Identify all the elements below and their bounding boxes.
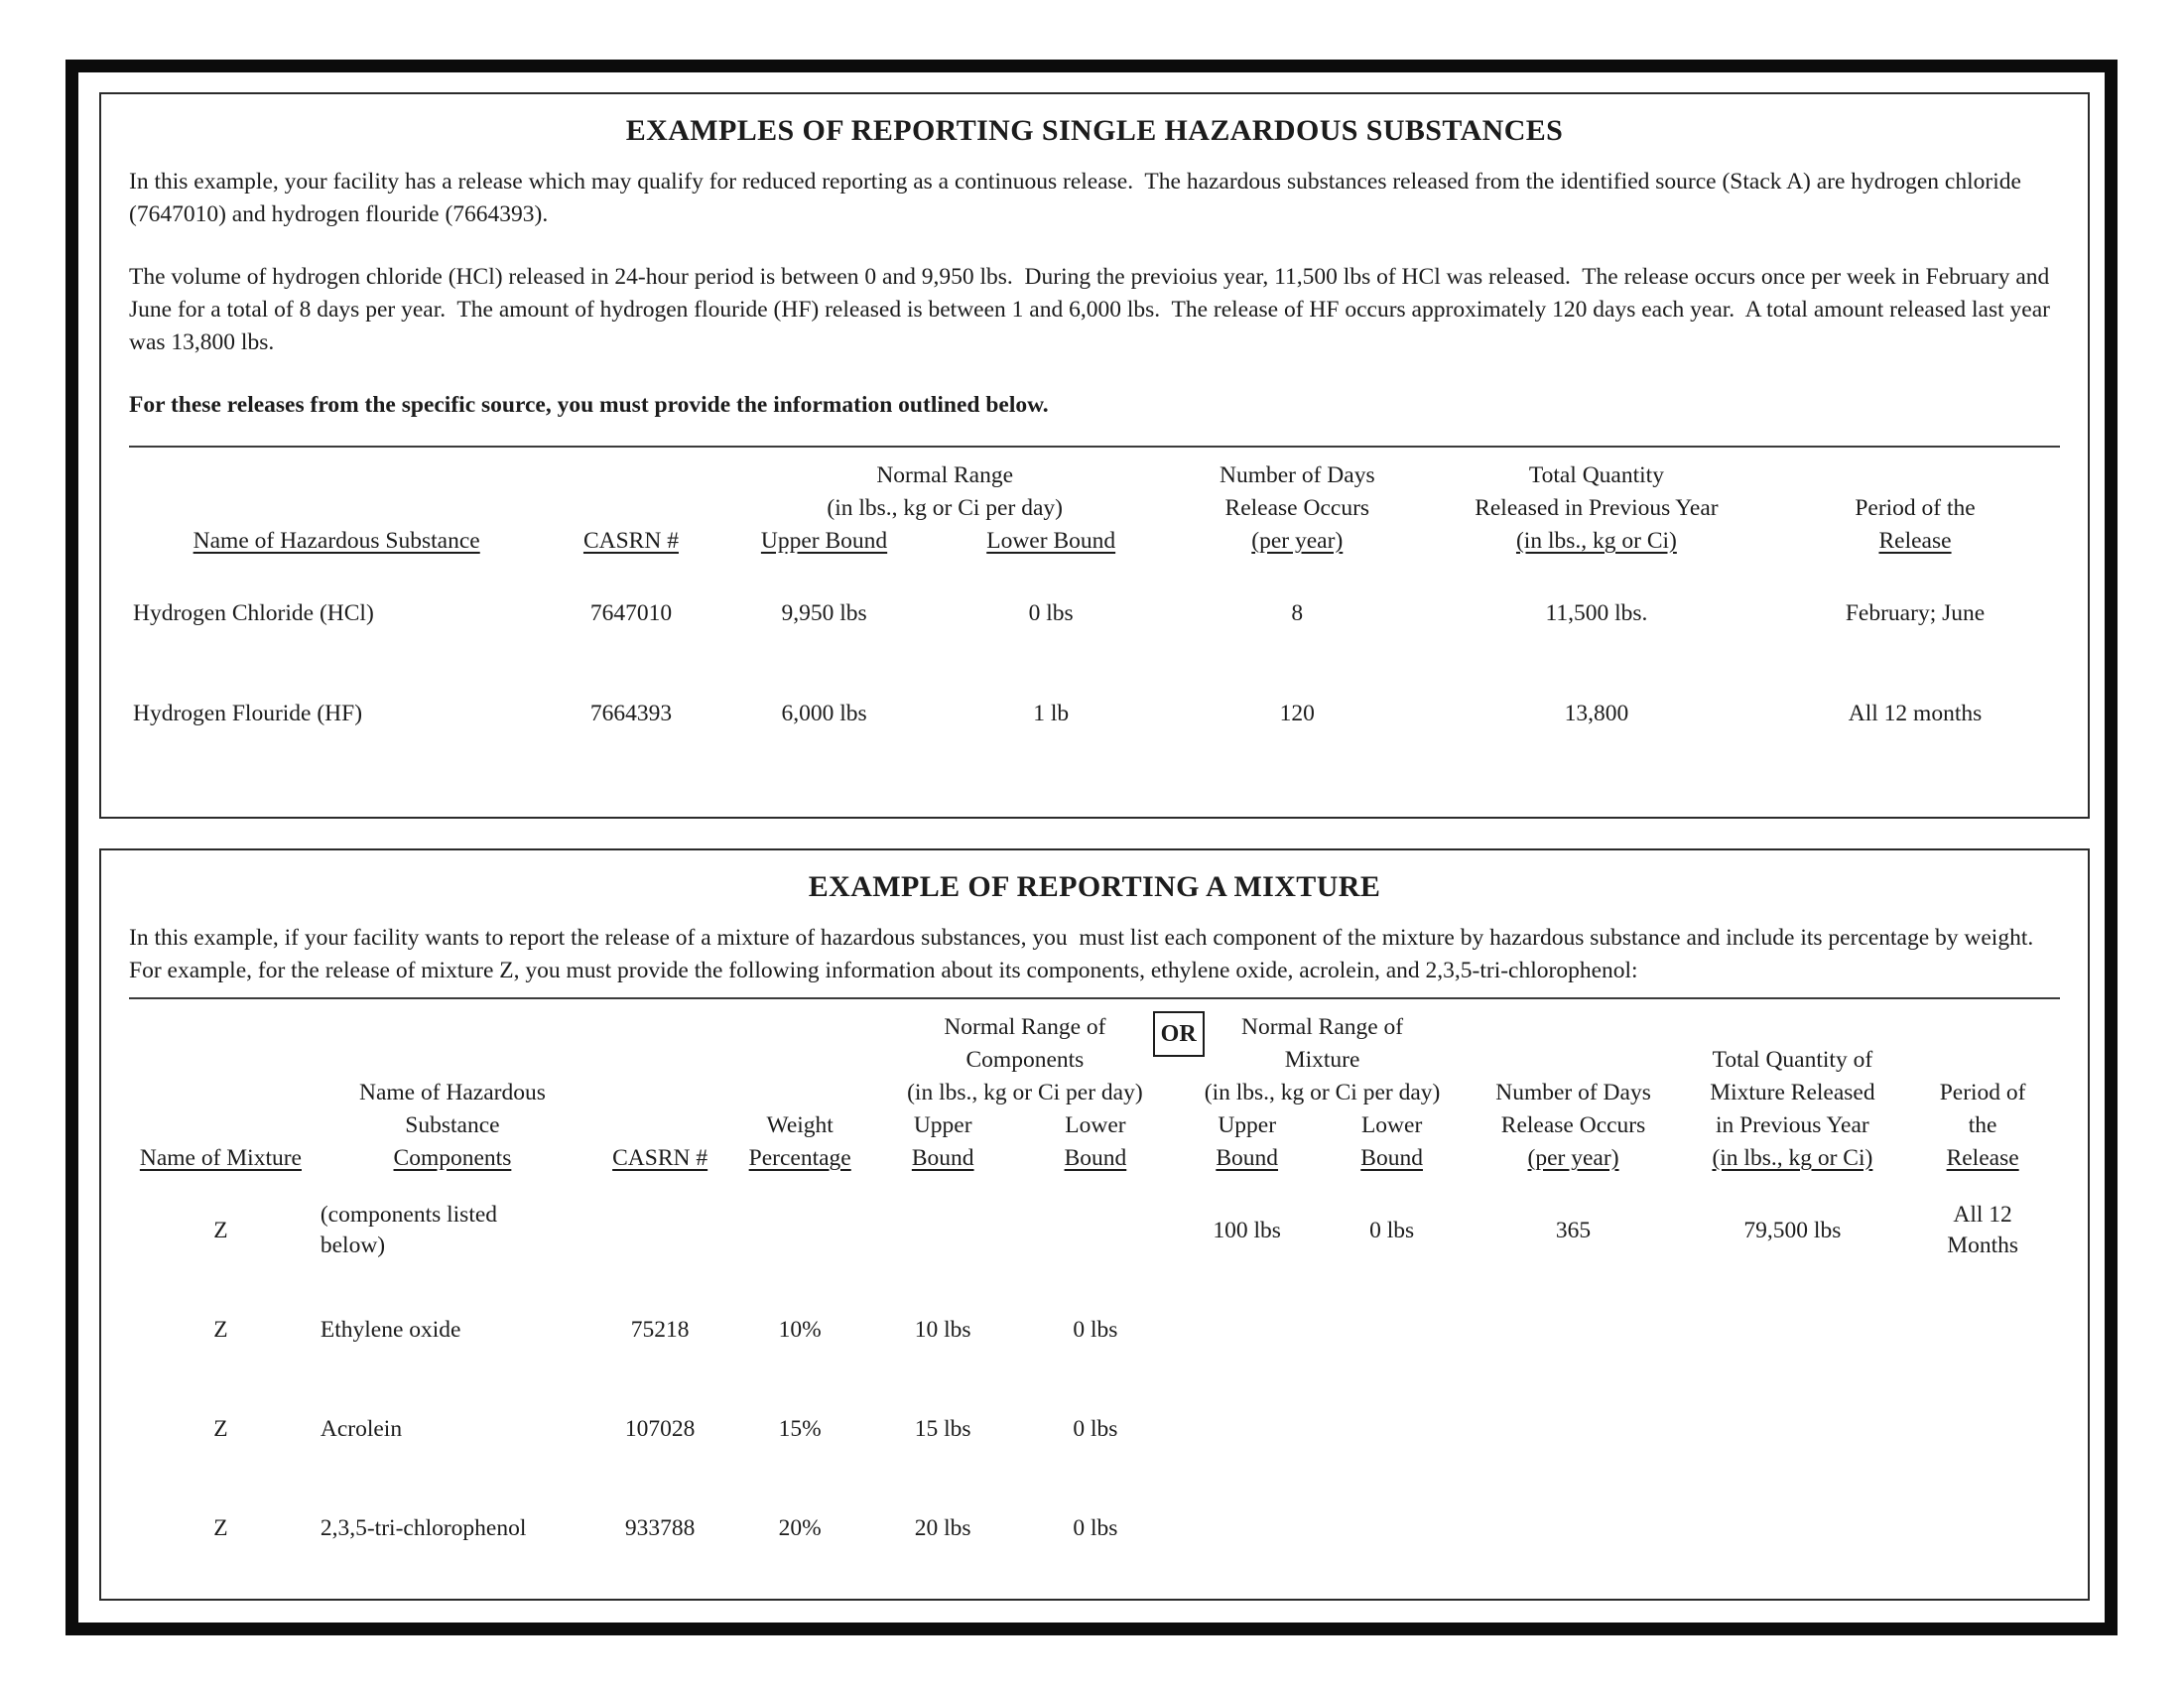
table-row [129, 1479, 2060, 1578]
header-line: Name of Hazardous [358, 1080, 546, 1105]
cell-days [1468, 1280, 1680, 1379]
header-line: Substance [405, 1112, 500, 1138]
header-line: (in lbs., kg or Ci per day) [907, 1080, 1143, 1105]
cell-comp-upper: 15 lbs [914, 1415, 971, 1442]
t2-header-casrn [592, 1011, 727, 1181]
cell-comp-lower: 0 lbs [1073, 1415, 1118, 1442]
cell-total-quantity: 79,500 lbs [1743, 1217, 1842, 1243]
cell-mix-upper [1178, 1479, 1317, 1578]
cell-casrn [592, 1181, 727, 1280]
header-line: the [1968, 1112, 1997, 1138]
cell-casrn: 933788 [624, 1514, 696, 1541]
t2-header-comp-upper-bound [872, 1109, 1013, 1181]
header-label: Lower Bound [986, 528, 1116, 554]
cell-component: (components listed below) [320, 1202, 498, 1258]
single-substances-table-wrap [129, 459, 2060, 764]
t1-header-casrn [544, 459, 717, 564]
cell-mixture-name: Z [213, 1514, 228, 1541]
cell-comp-lower: 0 lbs [1073, 1514, 1118, 1541]
cell-mix-lower [1317, 1379, 1468, 1479]
t2-header-mix-lower-bound [1317, 1109, 1468, 1181]
header-line: Number of Days [1495, 1080, 1651, 1105]
cell-total-quantity: 11,500 lbs. [1545, 600, 1648, 626]
cell-weight: 10% [778, 1316, 822, 1343]
header-line: (in lbs., kg or Ci) [1712, 1145, 1873, 1171]
single-substances-section [99, 92, 2090, 819]
cell-component: Acrolein [320, 1415, 403, 1442]
header-label: Name of Hazardous Substance [193, 528, 480, 554]
t2-header-days [1468, 1011, 1680, 1181]
t1-header-days [1172, 459, 1423, 564]
t1-header-upper-bound [718, 525, 931, 564]
cell-mix-lower [1317, 1479, 1468, 1578]
cell-component: 2,3,5-tri-chlorophenol [320, 1514, 527, 1541]
header-line: Bound [911, 1145, 974, 1171]
header-line: Release Occurs [1224, 495, 1370, 521]
section1-intro-paragraph: In this example, your facility has a release which may qualify for reduced reporting as a continuous release. The hazardous substances released from the identified source (Stack A) are hydrogen chloride (7647010) and hydrogen flouride (7664393). [129, 169, 2027, 227]
cell-days [1468, 1479, 1680, 1578]
header-line: (per year) [1527, 1145, 1619, 1171]
header-label: Upper Bound [760, 528, 888, 554]
cell-days: 365 [1555, 1217, 1592, 1243]
header-line: Total Quantity of [1712, 1047, 1873, 1073]
table-row [129, 1181, 2060, 1280]
cell-upper-bound: 9,950 lbs [781, 600, 867, 626]
header-label: Name of Mixture [139, 1145, 302, 1171]
t1-header-normal-range-group [718, 459, 1172, 525]
header-line: Mixture Released [1710, 1080, 1875, 1105]
t2-header-row-top [129, 1011, 2060, 1109]
mixture-table [129, 1011, 2060, 1578]
cell-mix-lower: 0 lbs [1369, 1217, 1415, 1243]
header-line: Released in Previous Year [1475, 495, 1719, 521]
single-substances-table [129, 459, 2060, 764]
header-line: Normal Range of [944, 1014, 1106, 1040]
section1-detail-paragraph: The volume of hydrogen chloride (HCl) released in 24-hour period is between 0 and 9,950 lbs. During the previoius year, 11,500 lbs of HCl was released. The release occurs once per week in February and June for a total of 8 days per year. The amount of hydrogen flouride (HF) released is between 1 and 6,000 lbs. The release of HF occurs approximately 120 days each year. A total amount released last year was 13,800 lbs. [129, 264, 2056, 355]
t2-header-period [1905, 1011, 2060, 1181]
header-line: Bound [1064, 1145, 1127, 1171]
header-label: CASRN # [612, 1145, 708, 1171]
table-row [129, 564, 2060, 664]
cell-weight: 20% [778, 1514, 822, 1541]
cell-total-quantity: 13,800 [1564, 701, 1629, 726]
t2-header-mix-upper-bound [1178, 1109, 1317, 1181]
header-line: Number of Days [1219, 462, 1375, 488]
cell-mix-upper: 100 lbs [1213, 1217, 1281, 1243]
header-line: Lower [1360, 1112, 1423, 1138]
header-line: Weight [766, 1112, 834, 1138]
section1-instruction-note: For these releases from the specific source, you must provide the information outlined below. [129, 392, 1049, 418]
header-line: Bound [1216, 1145, 1279, 1171]
cell-comp-lower: 0 lbs [1073, 1316, 1118, 1343]
cell-mix-upper [1178, 1280, 1317, 1379]
header-line: Normal Range of [1240, 1014, 1404, 1040]
cell-period: All 12 Months [1947, 1202, 2019, 1258]
section2-intro-paragraph: In this example, if your facility wants to report the release of a mixture of hazardous substances, you must list each component of the mixture by hazardous substance and include its percentage by weight. For example, for the release of mixture Z, you must provide the following information about its components, ethylene oxide, acrolein, and 2,3,5-tri-chlorophenol: [129, 925, 2045, 983]
cell-lower-bound: 1 lb [1033, 701, 1070, 726]
cell-total-quantity [1680, 1379, 1906, 1479]
header-line: Normal Range [876, 462, 1014, 488]
header-line: Release [1946, 1145, 2019, 1171]
header-line: Components [965, 1047, 1085, 1073]
header-line: Components [393, 1145, 512, 1171]
cell-substance: Hydrogen Flouride (HF) [133, 701, 363, 726]
cell-comp-upper: 10 lbs [914, 1316, 971, 1343]
cell-days [1468, 1379, 1680, 1479]
cell-casrn: 75218 [630, 1316, 690, 1343]
t1-header-total [1423, 459, 1770, 564]
or-choice-box: OR [1153, 1011, 1205, 1057]
cell-total-quantity [1680, 1479, 1906, 1578]
cell-lower-bound: 0 lbs [1028, 600, 1074, 626]
header-line: (in lbs., kg or Ci per day) [1204, 1080, 1441, 1105]
cell-casrn: 7664393 [589, 701, 673, 726]
t1-header-period [1770, 459, 2060, 564]
cell-casrn: 7647010 [589, 600, 673, 626]
cell-mixture-name: Z [213, 1415, 228, 1442]
cell-weight [727, 1181, 872, 1280]
mixture-table-wrap [129, 1011, 2060, 1578]
section2-divider-line [129, 997, 2060, 999]
cell-period: All 12 months [1848, 701, 1983, 726]
page-border-frame [65, 60, 2118, 1635]
header-line: Release [1878, 528, 1952, 554]
header-line: Lower [1065, 1112, 1126, 1138]
header-line: Period of [1939, 1080, 2026, 1105]
header-label: CASRN # [582, 528, 679, 554]
header-line: Upper [913, 1112, 972, 1138]
t1-header-row-top [129, 459, 2060, 525]
cell-days: 120 [1279, 701, 1315, 726]
header-line: (in lbs., kg or Ci) [1515, 528, 1677, 554]
cell-mixture-name: Z [213, 1316, 228, 1343]
header-line: Release Occurs [1500, 1112, 1646, 1138]
header-line: Percentage [748, 1145, 851, 1171]
t2-header-total [1680, 1011, 1906, 1181]
cell-period [1905, 1280, 2060, 1379]
cell-period: February; June [1845, 600, 1986, 626]
cell-mix-lower [1317, 1280, 1468, 1379]
header-line: (in lbs., kg or Ci per day) [827, 495, 1063, 521]
section2-title: EXAMPLE OF REPORTING A MIXTURE [808, 870, 1381, 903]
header-line: Mixture [1284, 1047, 1360, 1073]
table-row [129, 1379, 2060, 1479]
t2-header-components-range-group [872, 1011, 1177, 1109]
header-line: Upper [1218, 1112, 1277, 1138]
cell-comp-lower [1013, 1181, 1177, 1280]
cell-upper-bound: 6,000 lbs [781, 701, 867, 726]
cell-component: Ethylene oxide [320, 1316, 461, 1343]
cell-comp-upper: 20 lbs [914, 1514, 971, 1541]
cell-mixture-name: Z [213, 1217, 228, 1243]
header-line: (per year) [1251, 528, 1344, 554]
header-line: in Previous Year [1716, 1112, 1869, 1138]
section1-divider-line [129, 446, 2060, 448]
t2-header-mixture [129, 1011, 313, 1181]
t1-header-lower-bound [931, 525, 1172, 564]
cell-weight: 15% [778, 1415, 822, 1442]
header-line: Period of the [1855, 495, 1976, 521]
cell-mix-upper [1178, 1379, 1317, 1479]
table-row [129, 1280, 2060, 1379]
cell-period [1905, 1379, 2060, 1479]
cell-period [1905, 1479, 2060, 1578]
t2-header-weight [727, 1011, 872, 1181]
cell-casrn: 107028 [624, 1415, 696, 1442]
t2-header-mixture-range-group [1178, 1011, 1468, 1109]
cell-substance: Hydrogen Chloride (HCl) [133, 600, 374, 626]
t2-header-components [313, 1011, 592, 1181]
header-line: Total Quantity [1528, 462, 1664, 488]
cell-comp-upper [872, 1181, 1013, 1280]
header-line: Bound [1360, 1145, 1423, 1171]
table-row [129, 664, 2060, 764]
cell-total-quantity [1680, 1280, 1906, 1379]
section1-title: EXAMPLES OF REPORTING SINGLE HAZARDOUS SUBSTANCES [625, 114, 1564, 147]
cell-days: 8 [1291, 600, 1304, 626]
mixture-section [99, 848, 2090, 1601]
t2-header-comp-lower-bound [1013, 1109, 1177, 1181]
t1-header-substance [129, 459, 544, 564]
